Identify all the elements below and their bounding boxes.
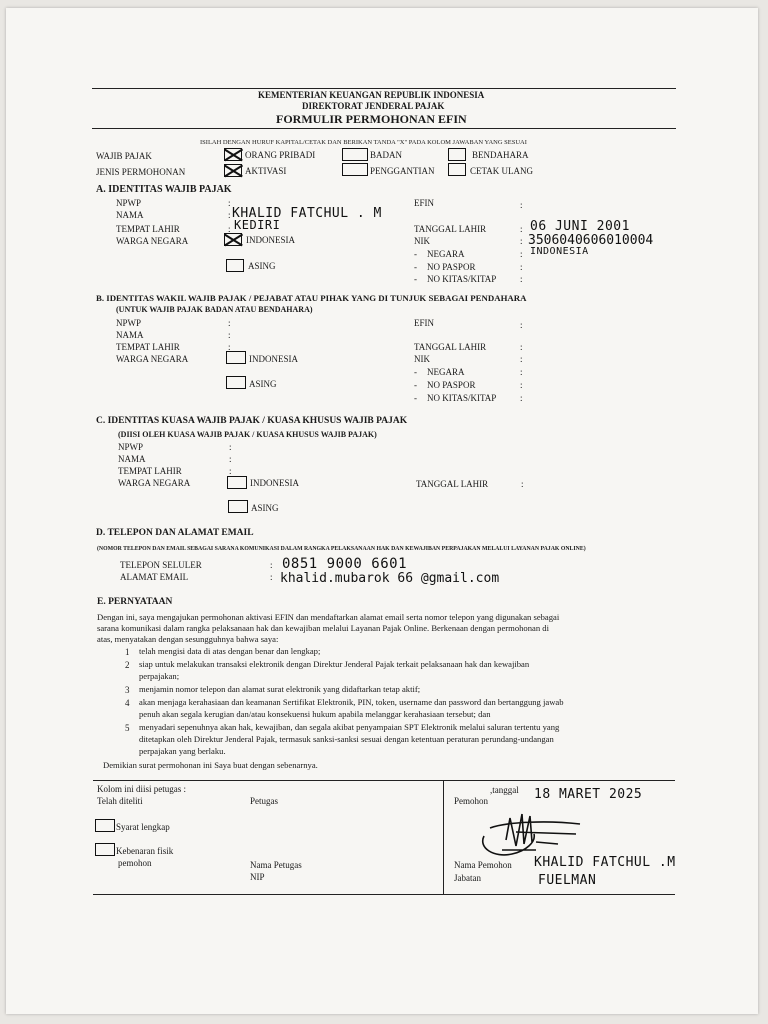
footer-top-rule <box>93 780 675 781</box>
a-nik-colon: : <box>520 236 523 246</box>
b-tanggal-label: TANGGAL LAHIR <box>414 342 487 352</box>
a-kitas-label: NO KITAS/KITAP <box>427 274 497 284</box>
a-negara-value: INDONESIA <box>530 246 589 257</box>
b-asing-checkbox[interactable] <box>226 376 246 389</box>
section-d-title: D. TELEPON DAN ALAMAT EMAIL <box>96 528 254 538</box>
e-item-3: menjamin nomor telepon dan alamat surat elektronik yang didaftarkan tetap aktif; <box>139 684 421 694</box>
a-negara-colon: : <box>520 249 523 259</box>
cetak-ulang-label: CETAK ULANG <box>470 166 534 176</box>
instruction-text: ISILAH DENGAN HURUF KAPITAL/CETAK DAN BERIKAN TANDA "X" PADA KOLOM JAWABAN YANG SESUAI <box>200 139 527 146</box>
c-npwp-colon: : <box>229 442 232 452</box>
kebenaran-fisik-label: Kebenaran fisik <box>116 846 174 856</box>
c-indonesia-checkbox[interactable] <box>227 476 247 489</box>
footer-telah-label: Telah diteliti <box>97 796 143 806</box>
footer-divider <box>443 780 444 894</box>
footer-pemohon-label: Pemohon <box>454 796 489 806</box>
c-npwp-label: NPWP <box>118 442 144 452</box>
a-nik-label: NIK <box>414 236 430 246</box>
e-num-4: 4 <box>125 698 130 708</box>
c-indonesia-label: INDONESIA <box>250 478 299 488</box>
a-tanggal-value: 06 JUNI 2001 <box>530 219 630 234</box>
c-tanggal-colon: : <box>521 479 524 489</box>
orang-pribadi-label: ORANG PRIBADI <box>245 150 316 160</box>
aktivasi-checkbox[interactable] <box>224 164 242 177</box>
b-negara-dash: - <box>414 367 417 377</box>
a-asing-label: ASING <box>248 261 276 271</box>
e-item-2a: siap untuk melakukan transaksi elektronik dengan Direktur Jenderal Pajak terkait pelaksanaan hak dan kewajiban <box>139 659 530 669</box>
b-nama-label: NAMA <box>116 330 144 340</box>
b-kitas-dash: - <box>414 393 417 403</box>
e-item-5a: menyadari sepenuhnya akan hak, kewajiban, dan segala akibat penyampaian SPT Elektronik melalui saluran tertentu yang <box>139 722 560 732</box>
a-tempat-colon: : <box>228 224 231 234</box>
jenis-permohonan-label: JENIS PERMOHONAN <box>96 167 186 177</box>
aktivasi-label: AKTIVASI <box>245 166 287 176</box>
directorate-line: DIREKTORAT JENDERAL PAJAK <box>302 101 445 111</box>
kebenaran-fisik-checkbox[interactable] <box>95 843 115 856</box>
b-efin-label: EFIN <box>414 318 434 328</box>
b-npwp-colon: : <box>228 318 231 328</box>
a-nama-value: KHALID FATCHUL . M <box>232 206 382 221</box>
e-intro-2: sarana komunikasi dalam rangka pelaksanaan hak dan kewajiban melalui Layanan Pajak Online. Berkenaan dengan permohonan di <box>97 623 549 633</box>
d-email-label: ALAMAT EMAIL <box>120 572 189 582</box>
a-nama-colon: : <box>228 210 231 220</box>
badan-checkbox[interactable] <box>342 148 368 161</box>
a-negara-label: NEGARA <box>427 249 465 259</box>
a-npwp-label: NPWP <box>116 198 142 208</box>
d-email-colon: : <box>270 572 273 582</box>
section-c-title: C. IDENTITAS KUASA WAJIB PAJAK / KUASA KHUSUS WAJIB PAJAK <box>96 416 408 426</box>
c-nama-label: NAMA <box>118 454 146 464</box>
footer-jabatan-value: FUELMAN <box>538 873 597 888</box>
footer-tanggal-label: ,tanggal <box>490 785 519 795</box>
a-nama-label: NAMA <box>116 210 144 220</box>
footer-nama-petugas: Nama Petugas <box>250 860 302 870</box>
a-tanggal-colon: : <box>520 224 523 234</box>
a-paspor-dash: - <box>414 262 417 272</box>
b-kitas-label: NO KITAS/KITAP <box>427 393 497 403</box>
cetak-ulang-checkbox[interactable] <box>448 163 466 176</box>
e-item-1: telah mengisi data di atas dengan benar dan lengkap; <box>139 646 321 656</box>
a-efin-label: EFIN <box>414 198 434 208</box>
c-tempat-colon: : <box>229 466 232 476</box>
header-bottom-rule <box>92 128 676 129</box>
syarat-lengkap-label: Syarat lengkap <box>116 822 170 832</box>
form-title: FORMULIR PERMOHONAN EFIN <box>276 112 467 126</box>
b-tanggal-colon: : <box>520 342 523 352</box>
a-nik-value: 3506040606010004 <box>528 233 654 248</box>
a-warga-label: WARGA NEGARA <box>116 236 189 246</box>
a-kitas-dash: - <box>414 274 417 284</box>
section-b-sub: (UNTUK WAJIB PAJAK BADAN ATAU BENDAHARA) <box>116 305 313 314</box>
signature <box>476 806 586 862</box>
footer-jabatan: Jabatan <box>454 873 481 883</box>
e-item-5b: ditetapkan oleh Direktur Jenderal Pajak, termasuk sanksi-sanksi sesuai dengan ketentuan peraturan perundang-undangan <box>139 734 554 744</box>
section-b-title: B. IDENTITAS WAKIL WAJIB PAJAK / PEJABAT ATAU PIHAK YANG DI TUNJUK SEBAGAI PENDAHARA <box>96 293 527 303</box>
footer-kolom-label: Kolom ini diisi petugas : <box>97 784 186 794</box>
penggantian-label: PENGGANTIAN <box>370 166 435 176</box>
footer-nip: NIP <box>250 872 265 882</box>
section-a-title: A. IDENTITAS WAJIB PAJAK <box>96 184 232 195</box>
a-negara-dash: - <box>414 249 417 259</box>
penggantian-checkbox[interactable] <box>342 163 368 176</box>
orang-pribadi-checkbox[interactable] <box>224 148 242 161</box>
b-nik-colon: : <box>520 354 523 364</box>
b-nik-label: NIK <box>414 354 430 364</box>
b-paspor-colon: : <box>520 380 523 390</box>
a-tempat-label: TEMPAT LAHIR <box>116 224 180 234</box>
a-paspor-colon: : <box>520 262 523 272</box>
c-tanggal-label: TANGGAL LAHIR <box>416 479 489 489</box>
c-asing-checkbox[interactable] <box>228 500 248 513</box>
footer-petugas-label: Petugas <box>250 796 278 806</box>
footer-nama-pemohon: Nama Pemohon <box>454 860 512 870</box>
e-item-2b: perpajakan; <box>139 671 180 681</box>
b-indonesia-label: INDONESIA <box>249 354 298 364</box>
footer-pemohon-left: pemohon <box>118 858 152 868</box>
e-item-5c: perpajakan yang berlaku. <box>139 746 226 756</box>
d-email-value: khalid.mubarok 66 @gmail.com <box>280 571 500 586</box>
e-num-1: 1 <box>125 647 130 657</box>
b-paspor-dash: - <box>414 380 417 390</box>
b-npwp-label: NPWP <box>116 318 142 328</box>
a-paspor-label: NO PASPOR <box>427 262 476 272</box>
c-nama-colon: : <box>229 454 232 464</box>
b-tempat-colon: : <box>228 342 231 352</box>
b-asing-label: ASING <box>249 379 277 389</box>
bendahara-label: BENDAHARA <box>472 150 529 160</box>
c-asing-label: ASING <box>251 503 279 513</box>
ministry-line: KEMENTERIAN KEUANGAN REPUBLIK INDONESIA <box>258 90 485 100</box>
b-indonesia-checkbox[interactable] <box>226 351 246 364</box>
c-warga-label: WARGA NEGARA <box>118 478 191 488</box>
footer-bottom-rule <box>93 894 675 895</box>
e-item-4b: penuh akan segala kerugian dan/atau konsekuensi hukum apabila melanggar kerahasiaan tersebut; dan <box>139 709 491 719</box>
section-c-sub: (DIISI OLEH KUASA WAJIB PAJAK / KUASA KHUSUS WAJIB PAJAK) <box>118 430 377 439</box>
a-npwp-colon: : <box>228 198 231 208</box>
a-asing-checkbox[interactable] <box>226 259 244 272</box>
e-num-5: 5 <box>125 723 130 733</box>
a-indonesia-checkbox[interactable] <box>224 233 242 246</box>
e-intro-3: atas, menyatakan dengan sesungguhnya bahwa saya: <box>97 634 279 644</box>
header-top-rule <box>92 88 676 89</box>
b-nama-colon: : <box>228 330 231 340</box>
e-item-4a: akan menjaga kerahasiaan dan keamanan Sertifikat Elektronik, PIN, token, username dan password dan bertanggung jawab <box>139 697 564 707</box>
bendahara-checkbox[interactable] <box>448 148 466 161</box>
b-warga-label: WARGA NEGARA <box>116 354 189 364</box>
e-num-2: 2 <box>125 660 130 670</box>
b-negara-colon: : <box>520 367 523 377</box>
b-kitas-colon: : <box>520 393 523 403</box>
e-closing: Demikian surat permohonan ini Saya buat dengan sebenarnya. <box>103 760 318 770</box>
d-telepon-label: TELEPON SELULER <box>120 560 202 570</box>
d-telepon-colon: : <box>270 560 273 570</box>
b-tempat-label: TEMPAT LAHIR <box>116 342 180 352</box>
section-e-title: E. PERNYATAAN <box>97 597 173 607</box>
badan-label: BADAN <box>370 150 403 160</box>
a-indonesia-label: INDONESIA <box>246 235 295 245</box>
d-telepon-value: 0851 9000 6601 <box>282 556 408 572</box>
a-tempat-value: KEDIRI <box>234 218 281 232</box>
a-tanggal-label: TANGGAL LAHIR <box>414 224 487 234</box>
b-efin-colon: : <box>520 320 523 330</box>
footer-tanggal-value: 18 MARET 2025 <box>534 787 643 802</box>
e-num-3: 3 <box>125 685 130 695</box>
a-kitas-colon: : <box>520 274 523 284</box>
b-paspor-label: NO PASPOR <box>427 380 476 390</box>
a-efin-colon: : <box>520 200 523 210</box>
section-d-sub: (NOMOR TELEPON DAN EMAIL SEBAGAI SARANA KOMUNIKASI DALAM RANGKA PELAKSANAAN HAK DAN KEWAJIBAN PERPAJAKAN MELALUI LAYANAN PAJAK ONLINE) <box>97 546 586 552</box>
c-tempat-label: TEMPAT LAHIR <box>118 466 182 476</box>
footer-nama-pemohon-value: KHALID FATCHUL .M <box>534 855 676 870</box>
b-negara-label: NEGARA <box>427 367 465 377</box>
syarat-lengkap-checkbox[interactable] <box>95 819 115 832</box>
e-intro-1: Dengan ini, saya mengajukan permohonan aktivasi EFIN dan mendaftarkan alamat email serta nomor telepon yang digunakan sebagai <box>97 612 560 622</box>
wajib-pajak-label: WAJIB PAJAK <box>96 151 152 161</box>
